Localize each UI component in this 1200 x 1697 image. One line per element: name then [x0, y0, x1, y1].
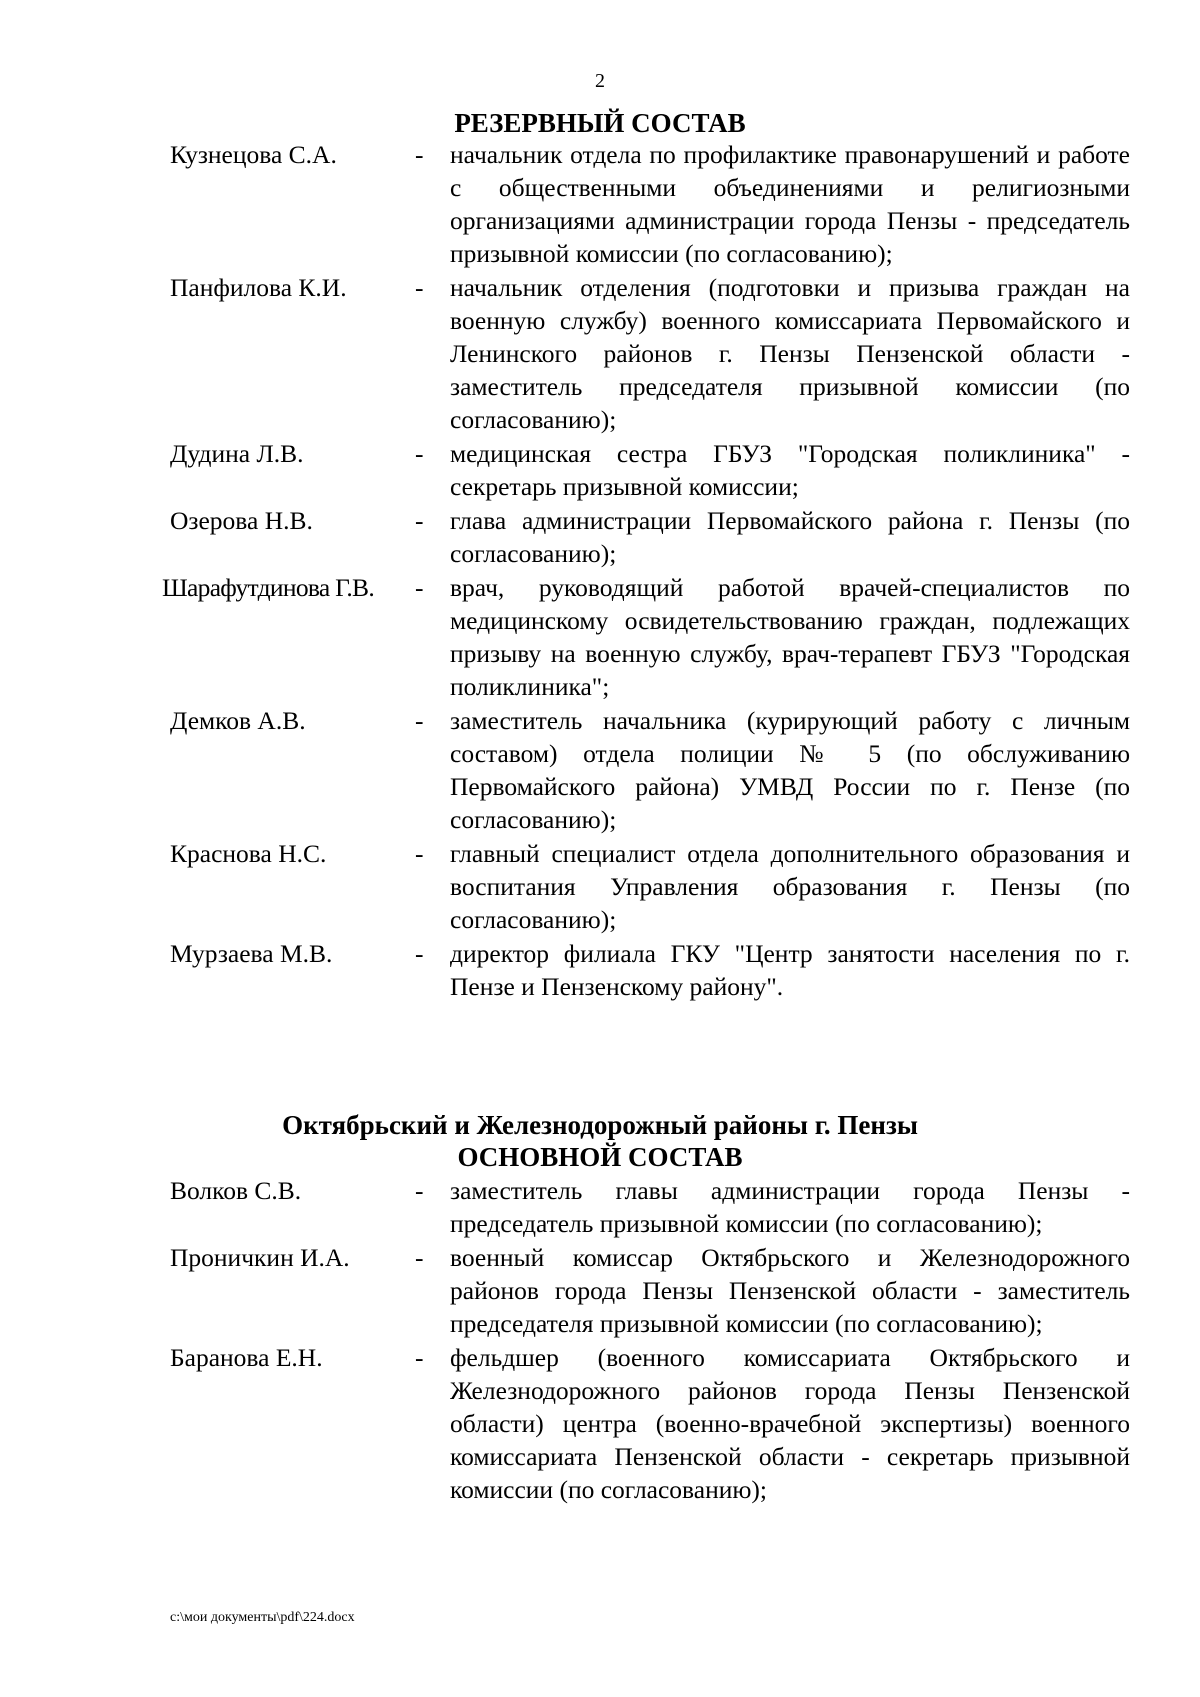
- member-name: Проничкин И.А.: [170, 1243, 350, 1272]
- list-item: [170, 1341, 1130, 1506]
- member-name: Панфилова К.И.: [170, 273, 347, 302]
- dash-separator: -: [415, 1176, 424, 1205]
- member-position: главный специалист отдела дополнительного образования и воспитания Управления образования г. Пензы (по согласованию);: [450, 839, 1130, 934]
- dash-separator: -: [415, 839, 424, 868]
- member-name: Баранова Е.Н.: [170, 1343, 323, 1372]
- list-item: [170, 138, 1130, 270]
- dash-separator: -: [415, 939, 424, 968]
- member-position: заместитель главы администрации города Пензы - председатель призывной комиссии (по согласованию);: [450, 1176, 1130, 1238]
- list-item: [170, 504, 1130, 570]
- dash-separator: -: [415, 1343, 424, 1372]
- list-item: [170, 1241, 1130, 1340]
- member-name: Кузнецова С.А.: [170, 140, 337, 169]
- list-item: [170, 704, 1130, 836]
- list-item: [170, 1174, 1130, 1240]
- file-path-footer: c:\мои документы\pdf\224.docx: [170, 1610, 355, 1625]
- dash-separator: -: [415, 1243, 424, 1272]
- page-number: 2: [595, 70, 605, 92]
- member-position: фельдшер (военного комиссариата Октябрьского и Железнодорожного районов города Пензы Пензенской области) центра (военно-врачебной экспертизы) военного комиссариата Пензенской области - секретарь призывной комиссии (по согласованию);: [450, 1343, 1130, 1504]
- reserve-heading: РЕЗЕРВНЫЙ СОСТАВ: [454, 108, 746, 138]
- member-name: Мурзаева М.В.: [170, 939, 333, 968]
- member-position: заместитель начальника (курирующий работу с личным составом) отдела полиции № 5 (по обслуживанию Первомайского района) УМВД России по г. Пензе (по согласованию);: [450, 706, 1130, 834]
- member-name: Демков А.В.: [170, 706, 306, 735]
- main-list: [170, 1174, 1130, 1507]
- member-name: Волков С.В.: [170, 1176, 302, 1205]
- dash-separator: -: [415, 506, 424, 535]
- reserve-list: [162, 138, 1130, 1004]
- dash-separator: -: [415, 706, 424, 735]
- dash-separator: -: [415, 273, 424, 302]
- member-position: врач, руководящий работой врачей-специалистов по медицинскому освидетельствованию граждан, подлежащих призыву на военную службу, врач-терапевт ГБУЗ "Городская поликлиника";: [450, 573, 1130, 701]
- member-position: глава администрации Первомайского района г. Пензы (по согласованию);: [450, 506, 1130, 568]
- member-position: начальник отдела по профилактике правонарушений и работе с общественными объединениями и религиозными организациями администрации города Пензы - председатель призывной комиссии (по согласованию);: [450, 140, 1130, 268]
- member-name: Дудина Л.В.: [170, 439, 304, 468]
- member-name: Шарафутдинова Г.В.: [162, 573, 374, 602]
- member-position: военный комиссар Октябрьского и Железнодорожного районов города Пензы Пензенской области - заместитель председателя призывной комиссии (по согласованию);: [450, 1243, 1130, 1338]
- list-item: [162, 571, 1130, 703]
- list-item: [170, 937, 1130, 1003]
- list-item: [170, 271, 1130, 436]
- member-position: директор филиала ГКУ "Центр занятости населения по г. Пензе и Пензенскому району".: [450, 939, 1130, 1001]
- member-name: Озерова Н.В.: [170, 506, 313, 535]
- main-heading: ОСНОВНОЙ СОСТАВ: [457, 1142, 743, 1172]
- member-name: Краснова Н.С.: [170, 839, 327, 868]
- member-position: медицинская сестра ГБУЗ "Городская поликлиника" - секретарь призывной комиссии;: [450, 439, 1130, 501]
- dash-separator: -: [415, 439, 424, 468]
- list-item: [170, 437, 1130, 503]
- list-item: [170, 837, 1130, 936]
- dash-separator: -: [415, 140, 424, 169]
- dash-separator: -: [415, 573, 424, 602]
- district-heading: Октябрьский и Железнодорожный районы г. Пензы: [282, 1110, 918, 1140]
- member-position: начальник отделения (подготовки и призыва граждан на военную службу) военного комиссариата Первомайского и Ленинского районов г. Пензы Пензенской области - заместитель председателя призывной комиссии (по согласованию);: [450, 273, 1130, 434]
